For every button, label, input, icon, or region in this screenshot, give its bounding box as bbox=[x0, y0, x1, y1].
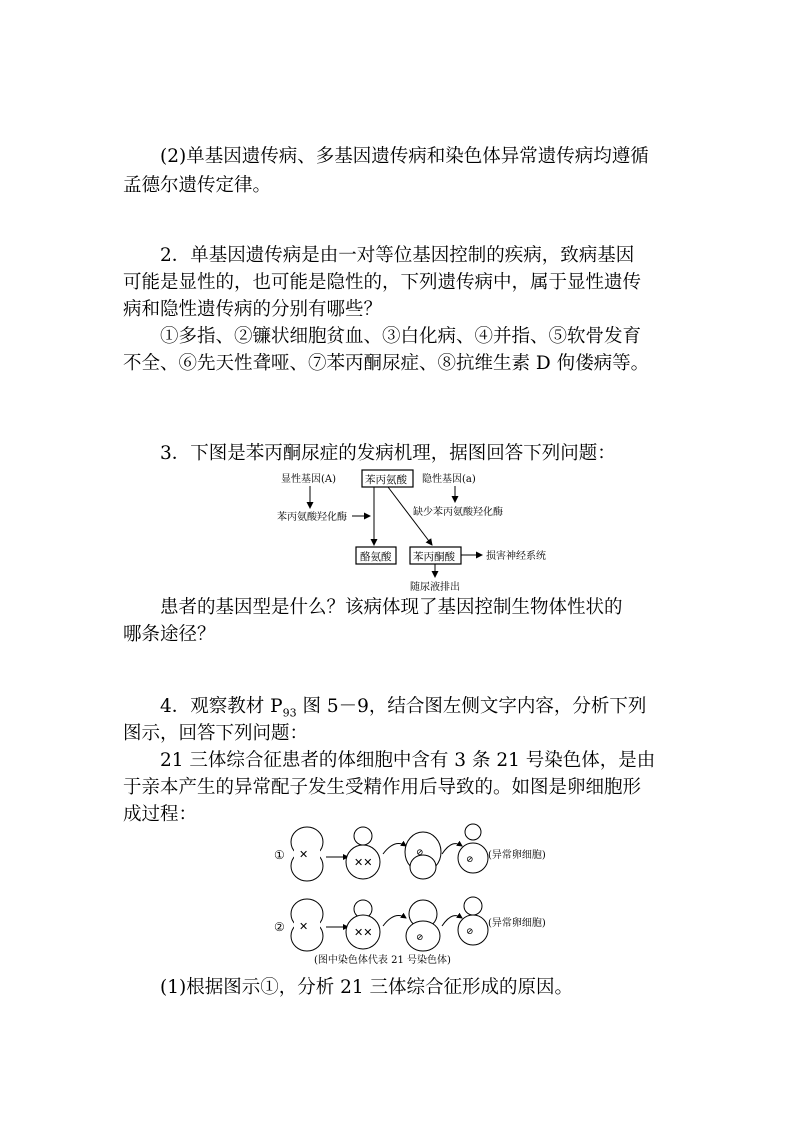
question-2-line-2 bbox=[123, 269, 678, 296]
question-2-line-3 bbox=[123, 296, 678, 323]
question-2-line-1 bbox=[160, 242, 678, 269]
paragraph-text: 图示，回答下列问题： bbox=[123, 723, 309, 744]
paragraph-text: 可能是显性的，也可能是隐性的，下列遗传病中，属于显性遗传 bbox=[123, 272, 642, 293]
chromosome-glyph: ✕✕ bbox=[354, 926, 373, 939]
paragraph-text: 2．单基因遗传病是由一对等位基因控制的疾病，致病基因 bbox=[160, 245, 635, 266]
text-line bbox=[160, 143, 678, 170]
question-4-line-4 bbox=[123, 774, 678, 801]
dividing-cell bbox=[410, 855, 436, 879]
chromosome-glyph: ⊘ bbox=[466, 927, 474, 937]
paragraph-text: 4．观察教材 P bbox=[160, 696, 283, 717]
paragraph-text: 哪条途径？ bbox=[123, 624, 216, 645]
arrow bbox=[383, 844, 406, 854]
chromosome-glyph: ⊘ bbox=[416, 848, 424, 858]
diagram-caption: (图中染色体代表 21 号染色体) bbox=[314, 955, 451, 966]
question-4-line-3 bbox=[160, 747, 678, 774]
text-line bbox=[123, 172, 678, 199]
recessive-gene-label: 隐性基因(a) bbox=[422, 474, 476, 485]
polar-body bbox=[465, 824, 481, 840]
paragraph-text: 不全、⑥先天性聋哑、⑦苯丙酮尿症、⑧抗维生素 D 佝偻病等。 bbox=[123, 353, 650, 374]
question-4-line-2 bbox=[123, 720, 678, 747]
nerve-damage-label: 损害神经系统 bbox=[486, 551, 546, 562]
arrow bbox=[383, 916, 406, 926]
chromosome-glyph: ⊘ bbox=[416, 933, 424, 943]
paragraph-text: (1)根据图示①，分析 21 三体综合征形成的原因。 bbox=[160, 977, 574, 998]
paragraph-text: 孟德尔遗传定律。 bbox=[123, 175, 272, 196]
phenylpyruvic-label: 苯丙酮酸 bbox=[413, 551, 455, 563]
paragraph-text: (2)单基因遗传病、多基因遗传病和染色体异常遗传病均遵循 bbox=[160, 146, 649, 167]
question-4-line-6 bbox=[160, 974, 678, 1001]
paragraph-text: ①多指、②镰状细胞贫血、③白化病、④并指、⑤软骨发育 bbox=[160, 326, 642, 347]
abnormal-egg-label: (异常卵细胞) bbox=[488, 918, 546, 929]
urine-label: 随尿液排出 bbox=[410, 582, 460, 593]
chromosome-glyph: ✕✕ bbox=[354, 856, 373, 869]
lack-hydroxylase-label: 缺少苯丙氨酸羟化酶 bbox=[413, 507, 503, 518]
paragraph-text: 病和隐性遗传病的分别有哪些？ bbox=[123, 299, 383, 320]
tyrosine-label: 酪氨酸 bbox=[360, 551, 392, 563]
process-2-marker: ② bbox=[274, 920, 285, 934]
chromosome-glyph: ✕ bbox=[299, 848, 309, 861]
paragraph-text: 图 5－9，结合图左侧文字内容，分析下列 bbox=[296, 696, 647, 717]
paragraph-text: 患者的基因型是什么？该病体现了基因控制生物体性状的 bbox=[160, 597, 623, 618]
process-1-marker: ① bbox=[274, 848, 285, 862]
dominant-gene-label: 显性基因(A) bbox=[281, 474, 337, 485]
question-3-line-1 bbox=[160, 440, 678, 467]
chromosome-glyph: ⊘ bbox=[466, 855, 474, 865]
chromosome-glyph: ✕ bbox=[299, 920, 309, 933]
paragraph-text: 成过程： bbox=[123, 804, 198, 825]
abnormal-egg-label: (异常卵细胞) bbox=[488, 850, 546, 861]
question-3-line-3 bbox=[123, 621, 678, 648]
phenylalanine-label: 苯丙氨酸 bbox=[365, 474, 407, 486]
paragraph-text: 于亲本产生的异常配子发生受精作用后导致的。如图是卵细胞形 bbox=[123, 777, 642, 798]
hydroxylase-label: 苯丙氨酸羟化酶 bbox=[277, 512, 347, 523]
page-subscript: 93 bbox=[282, 706, 297, 720]
paragraph-text: 3．下图是苯丙酮尿症的发病机理，据图回答下列问题： bbox=[160, 443, 616, 464]
question-2-line-5 bbox=[123, 350, 678, 377]
pku-mechanism-diagram bbox=[270, 466, 600, 594]
polar-body bbox=[464, 897, 482, 915]
question-3-line-2 bbox=[160, 594, 678, 621]
paragraph-text: 21 三体综合征患者的体细胞中含有 3 条 21 号染色体，是由 bbox=[160, 750, 656, 771]
question-2-line-4 bbox=[160, 323, 678, 350]
polar-body bbox=[354, 827, 372, 845]
oogenesis-diagram bbox=[270, 822, 570, 968]
